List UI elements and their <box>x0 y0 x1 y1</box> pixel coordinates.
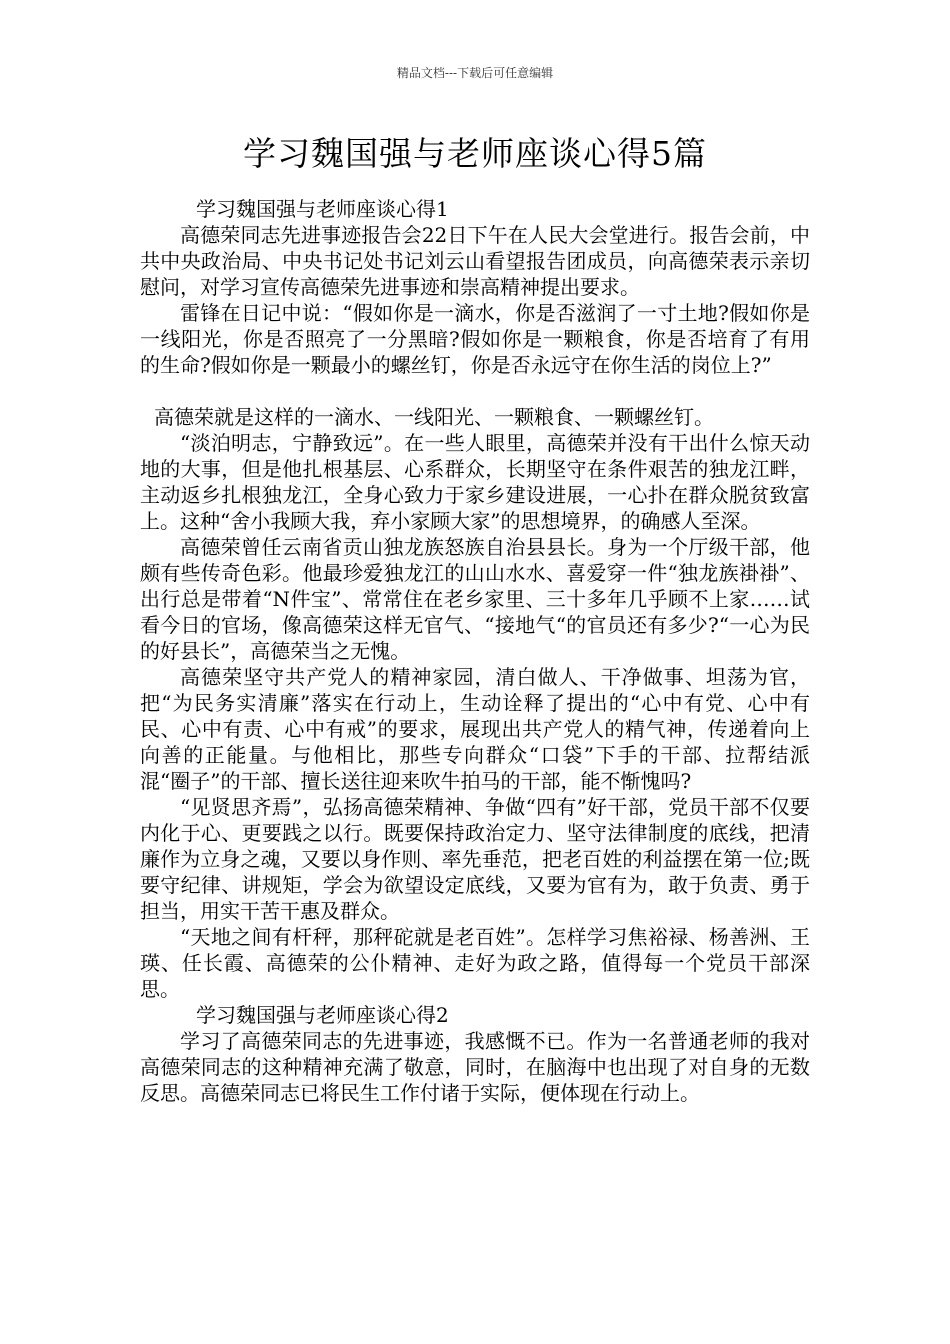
paragraph: “见贤思齐焉”，弘扬高德荣精神、争做“四有”好干部，党员干部不仅要内化于心、更要践之以行。既要保持政治定力、坚守法律制度的底线，把清廉作为立身之魂，又要以身作则、率先垂范，把老百姓的利益摆在第一位;既要守纪律、讲规矩，学会为欲望设定底线，又要为官有为，敢于负责、勇于担当，用实干苦干惠及群众。 <box>140 795 810 923</box>
section-title-2: 学习魏国强与老师座谈心得2 <box>196 1003 449 1027</box>
document-title: 学习魏国强与老师座谈心得5篇 <box>243 134 707 173</box>
blank-line <box>140 378 810 404</box>
paragraph: 高德荣就是这样的一滴水、一线阳光、一颗粮食、一颗螺丝钉。 <box>154 405 714 429</box>
paragraph: 高德荣曾任云南省贡山独龙族怒族自治县县长。身为一个厅级干部，他颇有些传奇色彩。他最珍爱独龙江的山山水水、喜爱穿一件“独龙族褂褂”、出行总是带着“N件宝”、常常住在老乡家里、三十多年几乎顾不上家……试看今日的官场，像高德荣这样无官气、“接地气“的官员还有多少?“一心为民的好县长”，高德荣当之无愧。 <box>140 535 810 663</box>
paragraph: 高德荣坚守共产党人的精神家园，清白做人、干净做事、坦荡为官，把“为民务实清廉”落实在行动上，生动诠释了提出的“心中有党、心中有民、心中有责、心中有戒”的要求，展现出共产党人的精气神，传递着向上向善的正能量。与他相比，那些专向群众“口袋”下手的干部、拉帮结派混“圈子”的干部、擅长送往迎来吹牛拍马的干部，能不惭愧吗? <box>140 665 810 793</box>
paragraph: 学习了高德荣同志的先进事迹，我感慨不已。作为一名普通老师的我对高德荣同志的这种精神充满了敬意，同时，在脑海中也出现了对自身的无数反思。高德荣同志已将民生工作付诸于实际，便体现在行动上。 <box>140 1029 810 1105</box>
header-note: 精品文档---下载后可任意编辑 <box>396 66 554 80</box>
paragraph: 高德荣同志先进事迹报告会22日下午在人民大会堂进行。报告会前，中共中央政治局、中央书记处书记刘云山看望报告团成员，向高德荣表示亲切慰问，对学习宣传高德荣先进事迹和崇高精神提出要求。 <box>140 223 810 299</box>
paragraph: “天地之间有杆秤，那秤砣就是老百姓”。怎样学习焦裕禄、杨善洲、王瑛、任长霞、高德荣的公仆精神、走好为政之路，值得每一个党员干部深思。 <box>140 925 810 1001</box>
document-body <box>140 196 810 1106</box>
paragraph: “淡泊明志，宁静致远”。在一些人眼里，高德荣并没有干出什么惊天动地的大事，但是他扎根基层、心系群众，长期坚守在条件艰苦的独龙江畔，主动返乡扎根独龙江，全身心致力于家乡建设进展，一心扑在群众脱贫致富上。这种“舍小我顾大我，弃小家顾大家”的思想境界，的确感人至深。 <box>140 431 810 533</box>
section-title-1: 学习魏国强与老师座谈心得1 <box>196 197 449 221</box>
paragraph: 雷锋在日记中说：“假如你是一滴水，你是否滋润了一寸土地?假如你是一线阳光，你是否照亮了一分黑暗?假如你是一颗粮食，你是否培育了有用的生命?假如你是一颗最小的螺丝钉，你是否永远守在你生活的岗位上?” <box>140 301 810 377</box>
